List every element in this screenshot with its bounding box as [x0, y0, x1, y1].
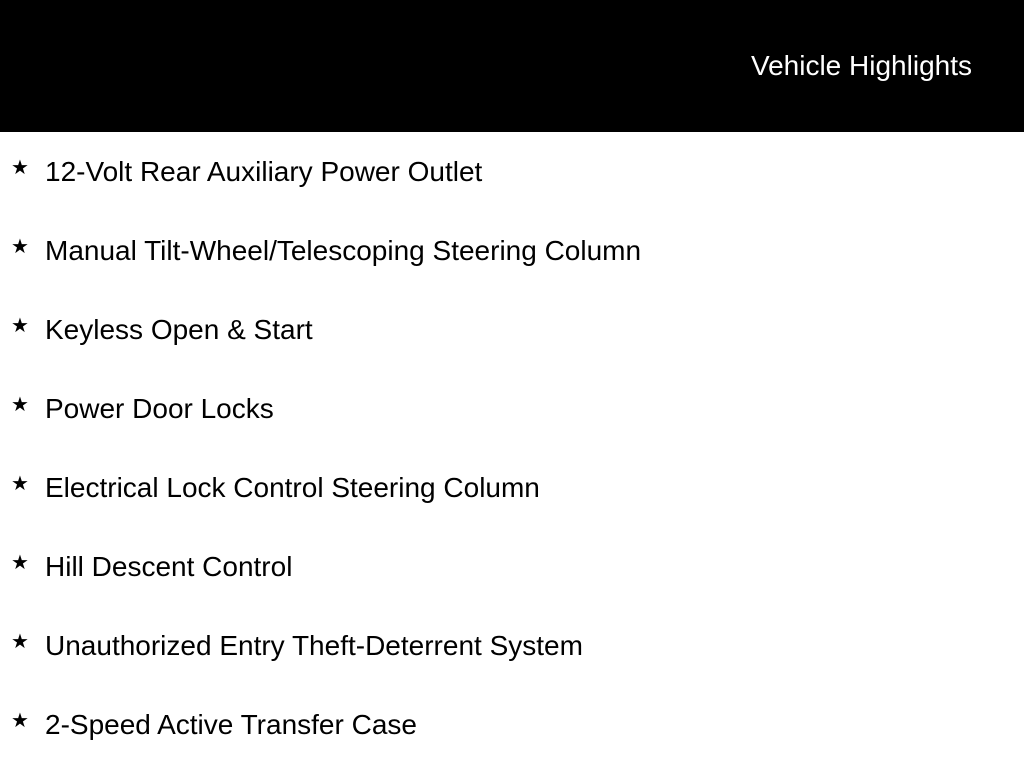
star-icon: ★: [11, 631, 29, 653]
highlight-label: Power Door Locks: [45, 393, 274, 424]
highlight-label: Electrical Lock Control Steering Column: [45, 472, 540, 503]
highlight-label: Manual Tilt-Wheel/Telescoping Steering Column: [45, 235, 642, 266]
page-title: Vehicle Highlights: [750, 50, 972, 81]
star-icon: ★: [11, 552, 29, 574]
highlight-label: 12-Volt Rear Auxiliary Power Outlet: [45, 156, 483, 187]
list-item: [0, 527, 1024, 606]
list-item: [0, 448, 1024, 527]
header-bar: [0, 0, 1024, 132]
list-item: [0, 132, 1024, 211]
list-item: [0, 369, 1024, 448]
star-icon: ★: [11, 315, 29, 337]
list-item: [0, 290, 1024, 369]
highlights-list: [0, 132, 1024, 764]
highlight-label: 2-Speed Active Transfer Case: [45, 709, 417, 740]
star-icon: ★: [11, 473, 29, 495]
list-item: [0, 211, 1024, 290]
star-icon: ★: [11, 394, 29, 416]
star-icon: ★: [11, 157, 29, 179]
highlight-label: Unauthorized Entry Theft-Deterrent System: [45, 630, 583, 661]
star-icon: ★: [11, 236, 29, 258]
star-icon: ★: [11, 710, 29, 732]
highlight-label: Hill Descent Control: [45, 551, 293, 582]
list-item: [0, 606, 1024, 685]
list-item: [0, 685, 1024, 764]
highlight-label: Keyless Open & Start: [45, 314, 313, 345]
